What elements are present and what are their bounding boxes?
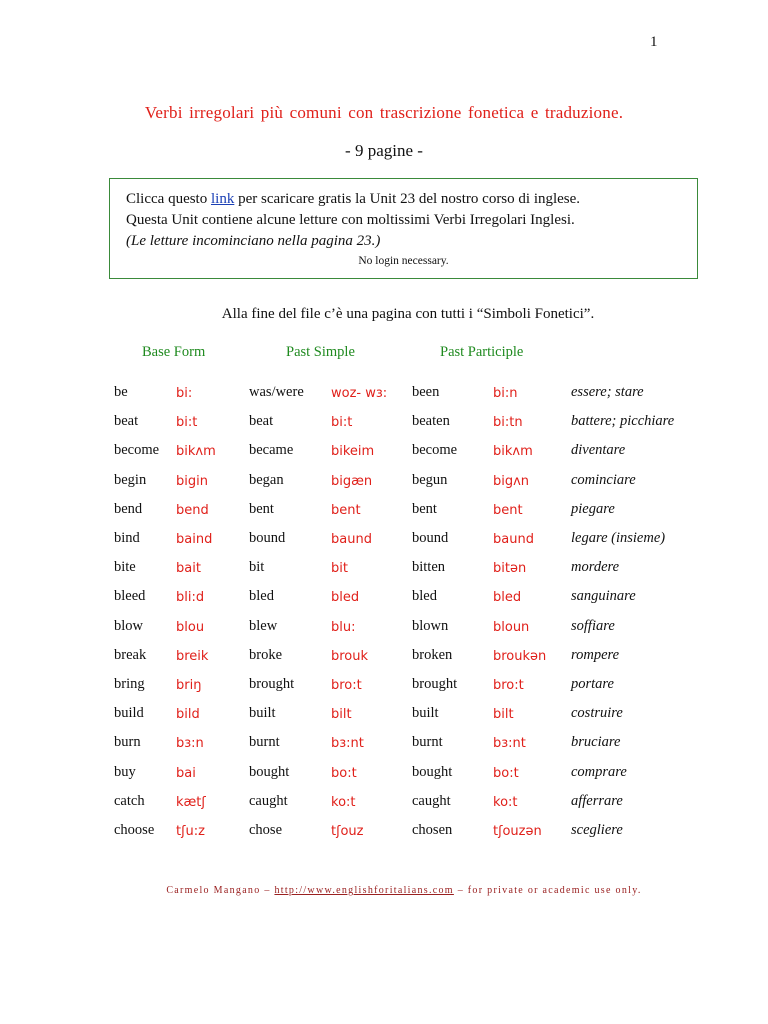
verb-row [0, 413, 768, 435]
verb-row [0, 472, 768, 494]
verb-past-participle-phonetic: bro:t [493, 678, 524, 693]
verb-past-simple-phonetic: brouk [331, 648, 369, 664]
download-info-box [109, 178, 698, 279]
verb-past-participle: built [412, 705, 439, 722]
verb-base-form: bring [114, 676, 145, 692]
verb-row [0, 793, 768, 815]
verb-base-form: burn [114, 734, 141, 751]
verb-row [0, 588, 768, 610]
verb-past-simple: beat [249, 413, 274, 430]
verb-base-phonetic: tʃu:z [176, 824, 205, 839]
verb-past-simple: burnt [249, 734, 280, 751]
verb-past-participle: bound [412, 530, 449, 546]
verb-past-participle-phonetic: bitən [493, 561, 527, 577]
verb-row [0, 501, 768, 523]
verb-past-participle: become [412, 442, 458, 459]
verb-base-phonetic: baind [176, 532, 213, 547]
verb-past-participle-phonetic: baund [493, 532, 534, 547]
verb-past-participle: bent [412, 500, 437, 517]
verb-past-participle: bled [412, 588, 437, 605]
verb-base-form: choose [114, 822, 155, 838]
verb-base-form: catch [114, 792, 145, 809]
verb-past-simple-phonetic: bit [331, 561, 348, 577]
download-link[interactable]: link [210, 191, 235, 207]
verb-past-participle-phonetic: bilt [493, 707, 514, 723]
verb-past-participle-phonetic: bi:n [493, 386, 518, 401]
verb-base-form: bind [114, 530, 140, 546]
verb-row [0, 442, 768, 464]
verb-past-participle-phonetic: bikʌm [493, 444, 533, 460]
verb-translation: piegare [571, 500, 615, 517]
header-past-participle: Past Participle [440, 344, 524, 360]
verb-past-simple-phonetic: bilt [331, 707, 352, 723]
verb-past-simple: chose [249, 822, 283, 838]
verb-base-form: bleed [114, 588, 146, 605]
verb-past-simple-phonetic: bent [331, 502, 361, 518]
verb-translation: soffiare [571, 617, 615, 634]
verb-translation: comprare [571, 763, 627, 780]
verb-base-form: bite [114, 559, 136, 576]
verb-past-participle: broken [412, 646, 453, 663]
verb-translation: afferrare [571, 792, 623, 809]
verb-past-participle-phonetic: ko:t [493, 794, 518, 810]
verb-past-participle-phonetic: tʃouzən [493, 824, 542, 839]
verb-translation: cominciare [571, 471, 636, 488]
footer-credit [0, 885, 768, 896]
verb-past-participle: burnt [412, 734, 443, 751]
verb-base-phonetic: bend [176, 502, 209, 518]
verb-base-form: be [114, 384, 128, 400]
verb-past-participle: been [412, 384, 440, 400]
verb-past-simple: brought [249, 676, 295, 692]
document-title: Verbi irregolari più comuni con trascrizione fonetica e traduzione. [144, 103, 624, 122]
verb-past-participle: beaten [412, 413, 450, 430]
verb-past-simple-phonetic: ko:t [331, 794, 356, 810]
verb-base-form: begin [114, 471, 147, 488]
verb-base-phonetic: bɜ:n [176, 736, 204, 752]
verb-past-participle-phonetic: bigʌn [493, 473, 530, 489]
verb-row [0, 676, 768, 698]
verb-past-simple-phonetic: baund [331, 532, 372, 547]
header-base-form: Base Form [142, 344, 206, 360]
verb-past-simple-phonetic: bo:t [331, 765, 357, 781]
footer-usage: – for private or academic use only. [453, 885, 642, 896]
verb-past-simple: blew [249, 617, 278, 634]
verb-past-simple: bled [249, 588, 274, 605]
verb-past-participle: bought [412, 763, 453, 780]
verb-translation: diventare [571, 442, 626, 459]
verb-past-participle: begun [412, 471, 448, 488]
verb-row [0, 822, 768, 844]
download-line-prefix: Clicca questo [126, 191, 211, 207]
page-number: 1 [650, 34, 658, 50]
download-line-suffix: per scaricare gratis la Unit 23 del nostro corso di inglese. [234, 191, 581, 207]
verb-base-phonetic: bli:d [176, 590, 205, 606]
verb-past-participle-phonetic: bo:t [493, 765, 519, 781]
download-line [126, 191, 580, 208]
verb-past-participle-phonetic: bent [493, 502, 523, 518]
verb-base-phonetic: blou [176, 619, 205, 635]
footer-link[interactable]: http://www.englishforitalians.com [274, 885, 454, 896]
verb-base-form: beat [114, 413, 139, 430]
verb-row [0, 647, 768, 669]
verb-base-form: break [114, 646, 147, 663]
verb-translation: mordere [571, 559, 620, 576]
verb-past-simple: became [249, 442, 294, 459]
verb-past-simple-phonetic: blu: [331, 619, 356, 635]
verb-past-simple-phonetic: bled [331, 590, 360, 606]
verb-row [0, 530, 768, 552]
verb-past-simple: began [249, 471, 284, 488]
verb-past-participle: bitten [412, 559, 446, 576]
document-subtitle: - 9 pagine - [345, 141, 423, 160]
verb-base-form: bend [114, 500, 143, 517]
verb-past-simple-phonetic: bi:t [331, 415, 353, 431]
readings-page-note: (Le letture incominciano nella pagina 23.) [126, 233, 381, 249]
verb-past-simple: broke [249, 646, 283, 663]
verb-translation: legare (insieme) [571, 530, 666, 546]
verb-row [0, 764, 768, 786]
verb-base-form: blow [114, 617, 143, 634]
verb-past-simple-phonetic: bro:t [331, 678, 362, 693]
verb-past-simple-phonetic: woz- wɜ: [331, 386, 388, 401]
verb-past-simple: caught [249, 792, 288, 809]
verb-past-simple: bought [249, 763, 290, 780]
verb-translation: sanguinare [571, 588, 636, 605]
verb-translation: battere; picchiare [571, 413, 675, 430]
verb-past-participle-phonetic: bloun [493, 619, 530, 635]
verb-base-phonetic: bi:t [176, 415, 198, 431]
verb-base-form: build [114, 705, 144, 722]
verb-translation: scegliere [571, 822, 623, 838]
verb-translation: portare [571, 676, 614, 692]
verb-row [0, 618, 768, 640]
verb-past-simple: bound [249, 530, 286, 546]
verb-base-phonetic: bi: [176, 386, 193, 401]
verb-base-phonetic: bigin [176, 473, 208, 489]
verb-row [0, 384, 768, 406]
verb-translation: rompere [571, 646, 620, 663]
header-past-simple: Past Simple [286, 344, 355, 360]
verb-base-phonetic: bild [176, 707, 200, 723]
verb-past-participle-phonetic: bi:tn [493, 415, 523, 431]
verb-base-phonetic: breik [176, 648, 209, 664]
verb-base-phonetic: bikʌm [176, 444, 216, 460]
verb-base-phonetic: kætʃ [176, 794, 206, 810]
no-login-note: No login necessary. [358, 255, 449, 267]
verb-base-form: become [114, 442, 160, 459]
verb-translation: costruire [571, 705, 623, 722]
verb-past-participle-phonetic: broukən [493, 648, 547, 664]
verb-past-simple: was/were [249, 384, 304, 400]
phonetic-symbols-intro: Alla fine del file c’è una pagina con tutti i “Simboli Fonetici”. [221, 306, 595, 322]
verb-base-phonetic: bai [176, 765, 196, 781]
verb-past-simple: bit [249, 559, 265, 576]
verb-past-simple-phonetic: tʃouz [331, 824, 364, 839]
footer-author: Carmelo Mangano – [166, 885, 275, 896]
verb-past-participle-phonetic: bled [493, 590, 522, 606]
unit-description: Questa Unit contiene alcune letture con moltissimi Verbi Irregolari Inglesi. [126, 212, 575, 228]
verb-past-participle: brought [412, 676, 458, 692]
verb-past-simple: built [249, 705, 276, 722]
verb-row [0, 559, 768, 581]
verb-past-participle: caught [412, 792, 451, 809]
verb-past-simple-phonetic: bigæn [331, 473, 373, 489]
verb-past-simple-phonetic: bikeim [331, 444, 375, 460]
verb-past-simple-phonetic: bɜ:nt [331, 736, 364, 752]
verb-past-participle: blown [412, 617, 449, 634]
verb-row [0, 705, 768, 727]
verb-past-participle: chosen [412, 822, 453, 838]
verb-base-form: buy [114, 763, 136, 780]
verb-translation: essere; stare [571, 384, 644, 400]
verb-base-phonetic: briŋ [176, 678, 202, 693]
verb-translation: bruciare [571, 734, 621, 751]
verb-past-simple: bent [249, 500, 274, 517]
verb-base-phonetic: bait [176, 561, 201, 577]
verb-row [0, 734, 768, 756]
verb-past-participle-phonetic: bɜ:nt [493, 736, 526, 752]
